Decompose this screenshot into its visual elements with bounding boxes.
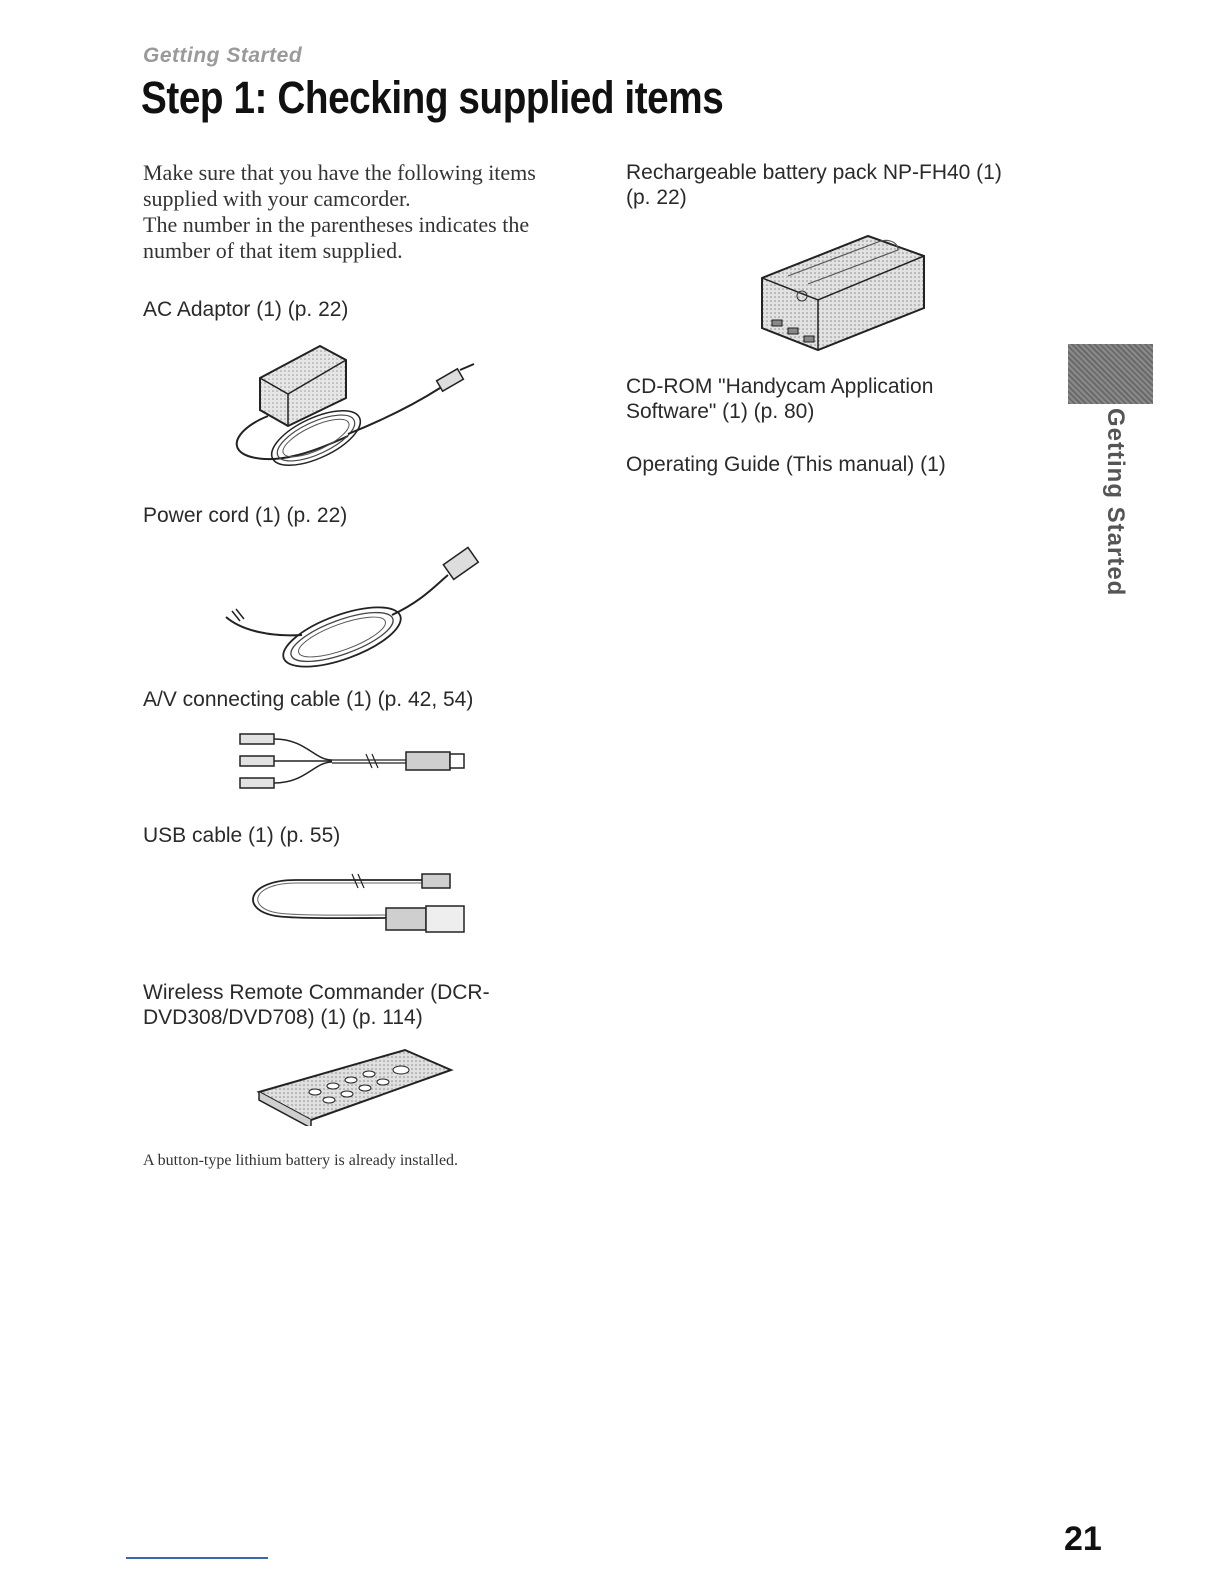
ac-adaptor-icon [228, 338, 488, 486]
page-title: Step 1: Checking supplied items [141, 72, 724, 123]
section-tab-label: Getting Started [1102, 408, 1129, 597]
intro-line: Make sure that you have the following items supplied with your camcorder. [143, 160, 536, 211]
item-usb-cable-label: USB cable (1) (p. 55) [143, 824, 341, 847]
item-av-cable-label: A/V connecting cable (1) (p. 42, 54) [143, 688, 474, 711]
power-cord-icon [222, 545, 492, 673]
item-operating-guide-label: Operating Guide (This manual) (1) [626, 453, 946, 476]
av-cable-icon [236, 730, 476, 792]
battery-pack-icon [758, 228, 934, 358]
remote-commander-icon [255, 1044, 455, 1126]
item-battery-pack-label: Rechargeable battery pack NP-FH40 (1) (p. 22) [626, 161, 1002, 209]
page-number: 21 [1064, 1520, 1102, 1558]
usb-cable-icon [236, 866, 476, 936]
section-label: Getting Started [143, 44, 303, 67]
item-power-cord-label: Power cord (1) (p. 22) [143, 504, 348, 527]
section-tab-marker [1068, 344, 1153, 404]
remote-battery-note: A button-type lithium battery is already installed. [143, 1152, 459, 1169]
item-cd-rom-label: CD-ROM "Handycam Application Software" (1) (p. 80) [626, 375, 934, 423]
footer-rule [126, 1557, 268, 1559]
item-ac-adaptor-label: AC Adaptor (1) (p. 22) [143, 298, 349, 321]
item-remote-label: Wireless Remote Commander (DCR- DVD308/DVD708) (1) (p. 114) [143, 981, 490, 1029]
intro-line: The number in the parentheses indicates the number of that item supplied. [143, 212, 530, 263]
intro-text [143, 160, 573, 264]
